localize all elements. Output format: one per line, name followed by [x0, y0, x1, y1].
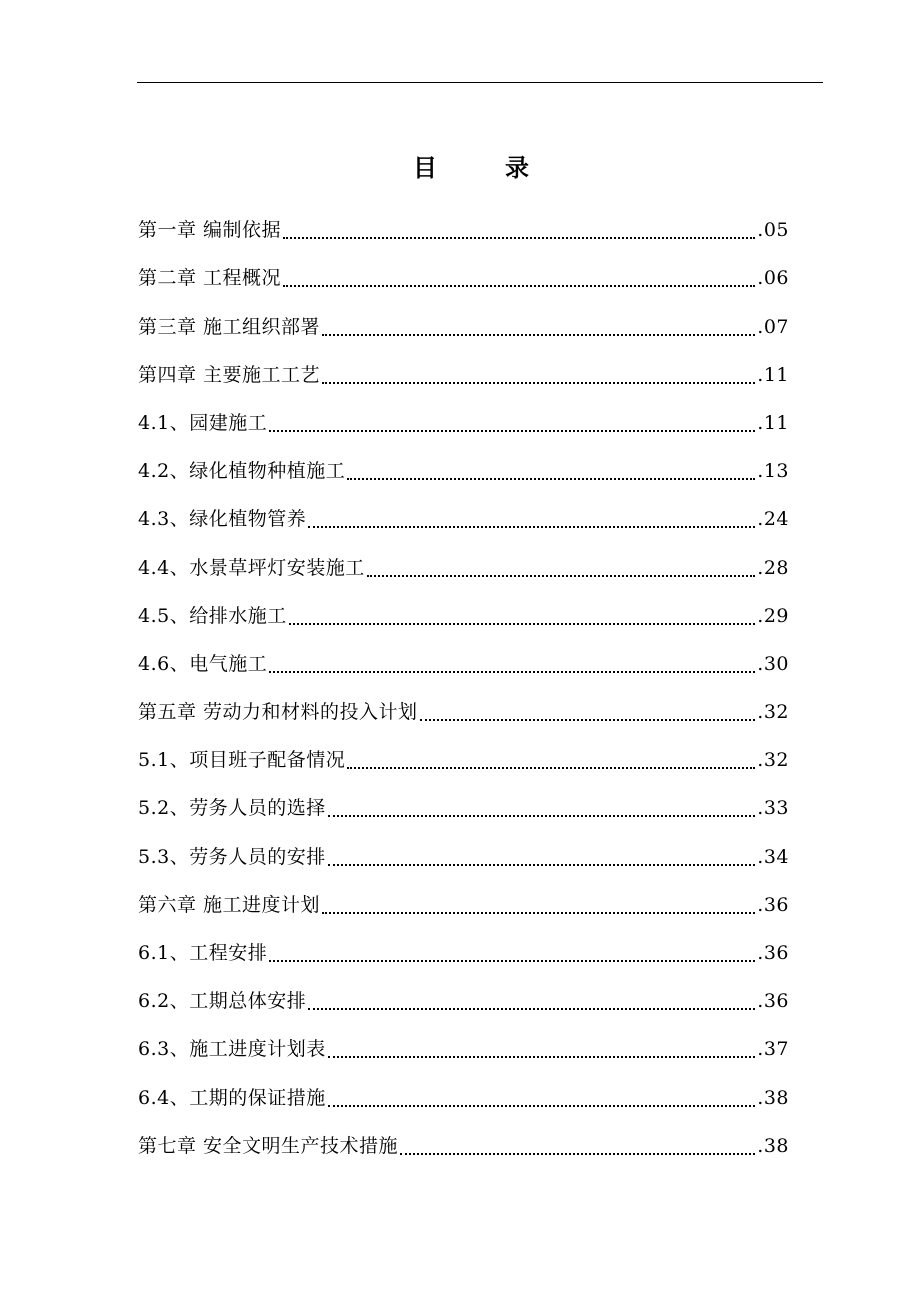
toc-entry	[138, 254, 789, 302]
toc-entry-page: .24	[757, 508, 789, 531]
toc-entry	[138, 736, 789, 784]
toc-entry-label: 4.6、电气施工	[138, 652, 268, 675]
toc-dot-leader	[347, 478, 755, 480]
toc-entry-page: .38	[757, 1134, 789, 1157]
toc-entry-label: 6.2、工期总体安排	[138, 990, 307, 1013]
toc-entry	[138, 1122, 789, 1170]
toc-entry	[138, 302, 789, 350]
toc-entry-label: 第三章 施工组织部署	[138, 315, 321, 338]
toc-entry	[138, 543, 789, 591]
toc-entry-label: 4.3、绿化植物管养	[138, 508, 307, 531]
toc-entry-label: 6.3、施工进度计划表	[138, 1038, 326, 1061]
toc-dot-leader	[308, 1008, 755, 1010]
toc-entry	[138, 977, 789, 1025]
toc-entry-label: 5.1、项目班子配备情况	[138, 749, 346, 772]
toc-entry	[138, 688, 789, 736]
toc-entry-page: .36	[757, 893, 789, 916]
toc-entry-page: .33	[757, 797, 789, 820]
toc-entry	[138, 351, 789, 399]
toc-entry	[138, 206, 789, 254]
toc-dot-leader	[328, 1056, 756, 1058]
toc-list	[138, 206, 789, 1170]
toc-entry-page: .11	[757, 363, 789, 386]
header-rule	[137, 82, 823, 83]
toc-dot-leader	[328, 1105, 756, 1107]
toc-entry-page: .06	[757, 267, 789, 290]
toc-entry-page: .34	[757, 845, 789, 868]
toc-entry-label: 第六章 施工进度计划	[138, 893, 321, 916]
toc-entry-label: 5.2、劳务人员的选择	[138, 797, 326, 820]
toc-entry-page: .07	[757, 315, 789, 338]
toc-entry-page: .05	[757, 219, 789, 242]
toc-entry-page: .29	[757, 604, 789, 627]
toc-dot-leader	[308, 526, 755, 528]
toc-entry-page: .37	[757, 1038, 789, 1061]
toc-entry-label: 4.1、园建施工	[138, 411, 268, 434]
toc-entry-label: 6.1、工程安排	[138, 942, 268, 964]
toc-entry-page: .32	[757, 701, 789, 724]
toc-dot-leader	[367, 575, 756, 577]
toc-title: 目 录	[413, 153, 551, 182]
toc-dot-leader	[328, 864, 756, 866]
toc-entry-page: .38	[757, 1086, 789, 1109]
toc-entry-label: 5.3、劳务人员的安排	[138, 845, 326, 868]
toc-entry-label: 第二章 工程概况	[138, 267, 282, 290]
toc-entry	[138, 929, 789, 977]
toc-dot-leader	[322, 382, 755, 384]
toc-entry	[138, 832, 789, 880]
toc-dot-leader	[322, 334, 755, 336]
toc-entry	[138, 399, 789, 447]
toc-entry-label: 6.4、工期的保证措施	[138, 1086, 326, 1109]
toc-entry-page: .30	[757, 652, 789, 675]
toc-entry-page: .36	[757, 990, 789, 1013]
toc-dot-leader	[420, 719, 756, 721]
toc-entry	[138, 881, 789, 929]
toc-entry-label: 4.2、绿化植物种植施工	[138, 460, 346, 483]
toc-entry	[138, 592, 789, 640]
toc-entry-page: .36	[757, 942, 789, 964]
toc-dot-leader	[269, 960, 755, 962]
toc-entry-page: .11	[757, 411, 789, 434]
toc-dot-leader	[322, 912, 755, 914]
toc-entry-page: .28	[757, 556, 789, 579]
toc-entry	[138, 447, 789, 495]
toc-dot-leader	[283, 285, 755, 287]
toc-entry-page: .13	[757, 460, 789, 483]
toc-entry-label: 4.4、水景草坪灯安装施工	[138, 556, 365, 579]
toc-dot-leader	[328, 815, 756, 817]
toc-entry-label: 第七章 安全文明生产技术措施	[138, 1134, 399, 1157]
toc-dot-leader	[283, 237, 755, 239]
toc-dot-leader	[400, 1153, 755, 1155]
toc-entry-label: 第一章 编制依据	[138, 219, 282, 242]
toc-entry-label: 第五章 劳动力和材料的投入计划	[138, 701, 418, 724]
toc-dot-leader	[269, 430, 755, 432]
toc-entry	[138, 495, 789, 543]
toc-entry	[138, 784, 789, 832]
toc-dot-leader	[347, 767, 755, 769]
toc-dot-leader	[289, 623, 756, 625]
toc-entry	[138, 1073, 789, 1121]
toc-entry	[138, 1025, 789, 1073]
toc-entry	[138, 640, 789, 688]
toc-entry-page: .32	[757, 749, 789, 772]
toc-dot-leader	[269, 671, 755, 673]
toc-entry-label: 4.5、给排水施工	[138, 604, 287, 627]
toc-entry-label: 第四章 主要施工工艺	[138, 363, 321, 386]
